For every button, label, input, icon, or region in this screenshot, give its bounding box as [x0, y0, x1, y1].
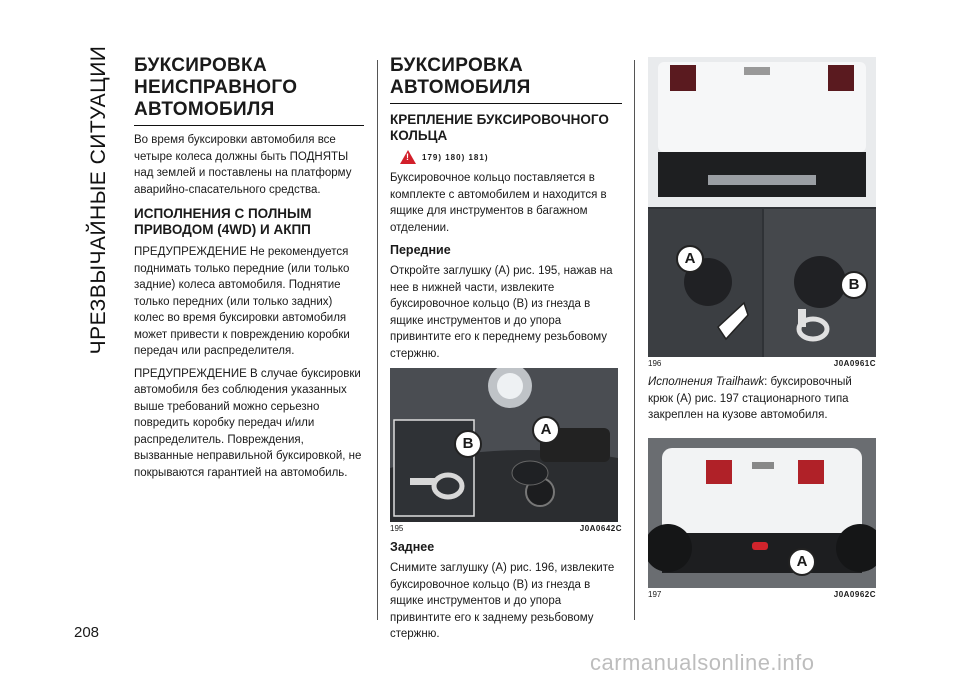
- callout-b: B: [840, 271, 868, 299]
- section-title: БУКСИРОВКА НЕИСПРАВНОГО АВТОМОБИЛЯ: [134, 55, 364, 126]
- figure-caption: [648, 590, 876, 599]
- warning-paragraph: ПРЕДУПРЕЖДЕНИЕ В случае буксировки автомобиля без соблюдения указанных выше требований можно серьезно повредить коробку передач и/или распределитель. Повреждения, вызванные неправильной буксировкой, не покрываются гарантией на автомобиль.: [134, 367, 362, 479]
- trailhawk-rear-illustration: [648, 438, 876, 588]
- figure-number: 196: [648, 359, 662, 368]
- subheading: Передние: [390, 243, 451, 257]
- callout-a: A: [788, 548, 816, 576]
- paragraph: Буксировочное кольцо поставляется в комплекте с автомобилем и находится в ящике для инструментов в багажном отделении.: [390, 172, 607, 234]
- paragraph: Снимите заглушку (A) рис. 196, извлеките буксировочное кольцо (B) из гнезда в ящике инструментов и до упора привинтите его к заднему резьбовому стержню.: [390, 562, 615, 640]
- subheading: Заднее: [390, 540, 435, 554]
- warning-paragraph: ПРЕДУПРЕЖДЕНИЕ Не рекомендуется поднимать только передние (или только задние) колеса автомобиля. Поднятие только передних (или только задних) колес во время буксировки автомобиля может привести к повреждению коробки передач или распределителя.: [134, 246, 350, 357]
- rear-bumper-illustration: [648, 57, 876, 357]
- callout-a: A: [676, 245, 704, 273]
- warning-reference: [400, 150, 622, 164]
- callout-b: B: [454, 430, 482, 458]
- figure-code: J0A0961C: [833, 359, 876, 368]
- page-number: 208: [74, 624, 100, 641]
- figure-196: [648, 57, 876, 357]
- figure-number: 195: [390, 524, 404, 533]
- paragraph-text: : буксировочный крюк (A) рис. 197 стационарного типа закреплен на кузове автомобиля.: [648, 376, 852, 421]
- column-divider: [634, 60, 635, 620]
- figure-197: [648, 438, 876, 588]
- section-tab: [82, 40, 116, 360]
- column-2: [390, 55, 622, 649]
- section-title: БУКСИРОВКА АВТОМОБИЛЯ: [390, 55, 622, 104]
- warning-refs: 179) 180) 181): [422, 152, 489, 162]
- figure-code: J0A0642C: [579, 524, 622, 533]
- figure-number: 197: [648, 589, 662, 599]
- paragraph: Откройте заглушку (A) рис. 195, нажав на нее в нижней части, извлеките буксировочное кольцо (B) из гнезда в ящике инструментов и до упора привинтите его к переднему резьбовому стержню.: [390, 265, 613, 360]
- front-bumper-illustration: [390, 368, 618, 522]
- figure-caption: [648, 359, 876, 368]
- column-1: [134, 55, 364, 487]
- paragraph: Во время буксировки автомобиля все четыре колеса должны быть ПОДНЯТЫ над землей и поставлены на платформу аварийно-спасательного средства.: [134, 134, 352, 196]
- trim-name: Исполнения Trailhawk: [648, 376, 765, 388]
- callout-a: A: [532, 416, 560, 444]
- subsection-title: ИСПОЛНЕНИЯ С ПОЛНЫМ ПРИВОДОМ (4WD) И АКПП: [134, 206, 312, 237]
- figure-195: [390, 368, 618, 522]
- subsection-title: КРЕПЛЕНИЕ БУКСИРОВОЧНОГО КОЛЬЦА: [390, 112, 609, 143]
- watermark: carmanualsonline.info: [590, 650, 815, 675]
- column-divider: [377, 60, 378, 620]
- column-3: [648, 57, 876, 599]
- paragraph: [648, 374, 876, 424]
- figure-caption: [390, 524, 622, 533]
- section-tab-label: ЧРЕЗВЫЧАЙНЫЕ СИТУАЦИИ: [87, 45, 110, 355]
- warning-icon: [400, 150, 416, 164]
- figure-code: J0A0962C: [833, 589, 876, 599]
